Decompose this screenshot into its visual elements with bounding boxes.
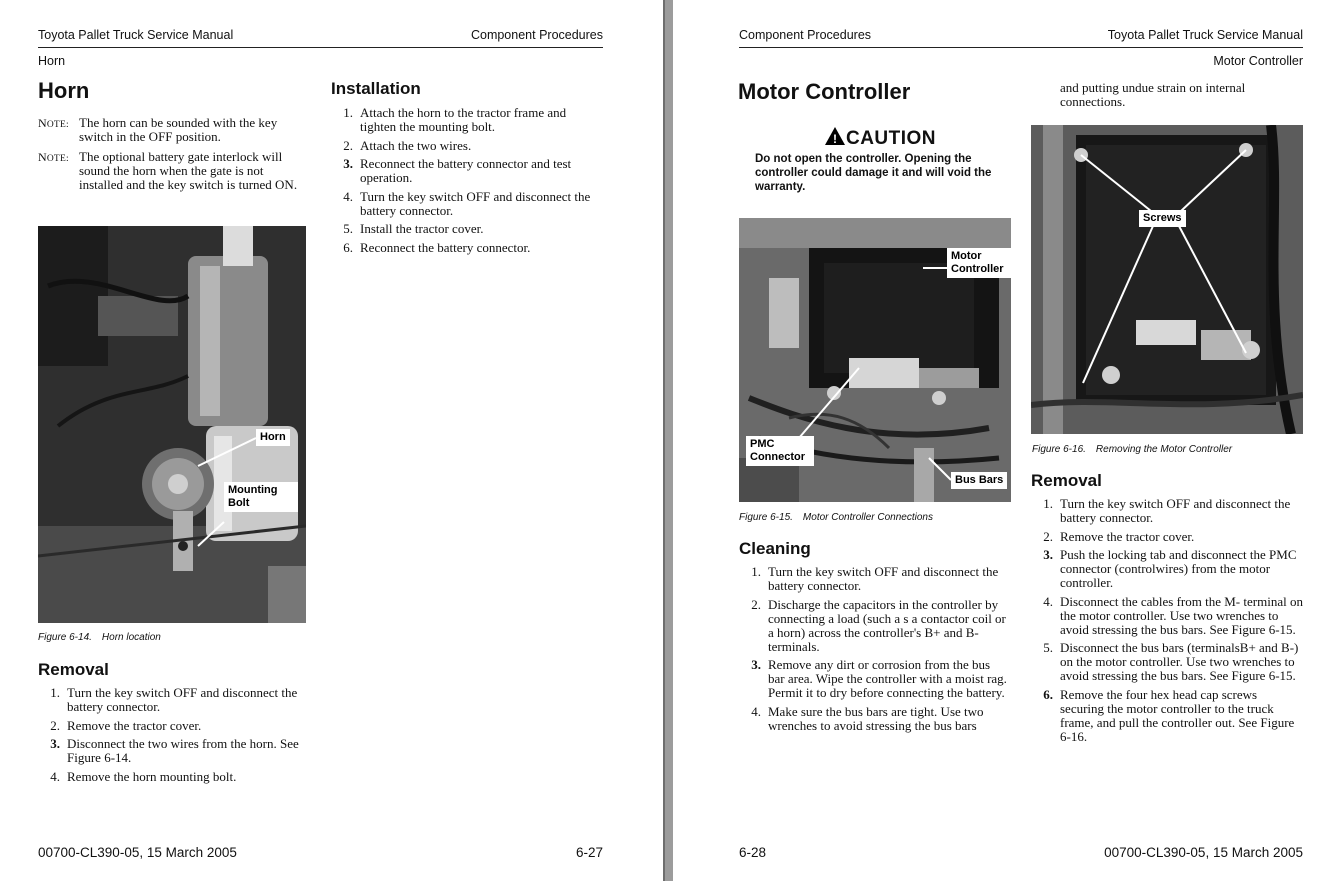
note-text: The optional battery gate interlock will sound the horn when the gate is not installed and the key switch is turned ON. <box>79 149 298 192</box>
note-label: NOTE: <box>38 116 69 130</box>
page-title: Motor Controller <box>738 79 911 104</box>
running-header-left: Toyota Pallet Truck Service Manual <box>38 28 234 42</box>
page-title: Horn <box>38 78 90 103</box>
mounting-bolt-callout: Mounting Bolt <box>224 482 298 512</box>
list-item: 5. Disconnect the bus bars (terminalsB+ and B-) on the motor controller. Use two wrenches to avoid stressing the bus bars. See Figure 6-15. <box>1043 640 1299 683</box>
figure-6-16-caption <box>1032 444 1232 455</box>
caption-number: Figure 6-16. <box>1032 444 1086 455</box>
continued-text: and putting undue strain on internal connections. <box>1060 80 1246 109</box>
installation-steps <box>331 106 595 259</box>
list-item: 2. Discharge the capacitors in the controller by connecting a load (such a s a contactor coil or a horn) across the controller's B+ and B- terminals. <box>751 596 1006 654</box>
list-item: 2. Remove the tractor cover. <box>50 717 202 733</box>
removing-motor-controller-photo <box>1031 125 1303 434</box>
list-item: 5. Install the tractor cover. <box>343 221 484 236</box>
caption-text: Motor Controller Connections <box>802 512 933 523</box>
note-2 <box>38 150 306 192</box>
notes <box>38 116 306 192</box>
cleaning-heading: Cleaning <box>739 539 811 558</box>
caption-text: Removing the Motor Controller <box>1095 444 1233 455</box>
removal-steps <box>38 686 308 788</box>
warning-triangle-icon <box>824 126 846 146</box>
caution-word: CAUTION <box>845 128 937 149</box>
figure-6-14-caption <box>38 632 161 643</box>
right-page <box>673 0 1324 881</box>
pmc-connector-callout: PMC Connector <box>746 436 814 466</box>
list-item: 3. Remove any dirt or corrosion from the bus bar area. Wipe the controller with a moist rag. Permit it to dry before connecting the battery. <box>751 657 1007 700</box>
list-item: 1. Attach the horn to the tractor frame and tighten the mounting bolt. <box>343 105 567 134</box>
note-1 <box>38 116 306 144</box>
list-item: 3. Disconnect the two wires from the horn. See Figure 6-14. <box>50 736 299 765</box>
running-header-left: Component Procedures <box>739 28 872 42</box>
leader-lines <box>38 226 306 623</box>
list-item: 4. Remove the horn mounting bolt. <box>50 768 237 784</box>
list-item: 4. Make sure the bus bars are tight. Use two wrenches to avoid stressing the bus bars <box>751 703 984 733</box>
bus-bars-callout: Bus Bars <box>951 472 1007 489</box>
installation-heading: Installation <box>331 79 421 98</box>
motor-controller-connections-photo <box>739 218 1011 502</box>
footer-page-number: 6-27 <box>575 845 603 860</box>
caption-text: Horn location <box>101 632 161 643</box>
svg-text:!: ! <box>832 132 837 146</box>
page-gutter <box>663 0 673 881</box>
removal-heading: Removal <box>1031 471 1102 490</box>
note-text: The horn can be sounded with the key switch in the OFF position. <box>79 115 278 144</box>
running-header-right: Component Procedures <box>470 28 603 42</box>
list-item: 3. Push the locking tab and disconnect the PMC connector (controlwires) from the motor controller. <box>1043 547 1297 590</box>
section-subheader: Horn <box>38 54 66 68</box>
footer-doc-id: 00700-CL390-05, 15 March 2005 <box>1104 845 1303 860</box>
screws-callout: Screws <box>1139 210 1186 227</box>
caution-block <box>755 126 1005 194</box>
leader-lines <box>1031 125 1303 434</box>
horn-location-photo <box>38 226 306 623</box>
leader-lines <box>739 218 1011 502</box>
list-item: 4. Turn the key switch OFF and disconnect the battery connector. <box>343 188 591 218</box>
footer-page-number: 6-28 <box>739 845 767 860</box>
caution-heading <box>755 126 1005 150</box>
removal-steps <box>1031 497 1303 748</box>
motor-controller-callout: Motor Controller <box>947 248 1011 278</box>
note-label: NOTE: <box>38 150 69 164</box>
figure-6-15-caption <box>739 512 933 523</box>
list-item: 6. Reconnect the battery connector. <box>343 239 531 255</box>
running-header-right: Toyota Pallet Truck Service Manual <box>1107 28 1303 42</box>
list-item: 1. Turn the key switch OFF and disconnect the battery connector. <box>751 564 999 593</box>
list-item: 6. Remove the four hex head cap screws securing the motor controller to the truck frame, and pull the controller out. See Figure 6-16. <box>1043 686 1295 744</box>
list-item: 1. Turn the key switch OFF and disconnect the battery connector. <box>50 685 298 714</box>
footer-doc-id: 00700-CL390-05, 15 March 2005 <box>38 845 237 860</box>
list-item: 4. Disconnect the cables from the M- terminal on the motor controller. Use two wrenches to avoid stressing the bus bars. See Figure 6-15. <box>1043 593 1303 637</box>
list-item: 1. Turn the key switch OFF and disconnect the battery connector. <box>1043 496 1291 525</box>
horn-callout: Horn <box>256 429 290 446</box>
caption-number: Figure 6-14. <box>38 632 92 643</box>
list-item: 2. Attach the two wires. <box>343 137 472 153</box>
list-item: 2. Remove the tractor cover. <box>1043 528 1195 544</box>
caution-text: Do not open the controller. Opening the controller could damage it and will void the warranty. <box>755 153 992 193</box>
header-rule <box>739 47 1303 48</box>
header-rule <box>38 47 603 48</box>
removal-heading: Removal <box>38 660 109 679</box>
list-item: 3. Reconnect the battery connector and test operation. <box>343 156 572 185</box>
cleaning-steps <box>739 565 1009 737</box>
section-subheader: Motor Controller <box>1213 54 1303 68</box>
caption-number: Figure 6-15. <box>739 512 793 523</box>
